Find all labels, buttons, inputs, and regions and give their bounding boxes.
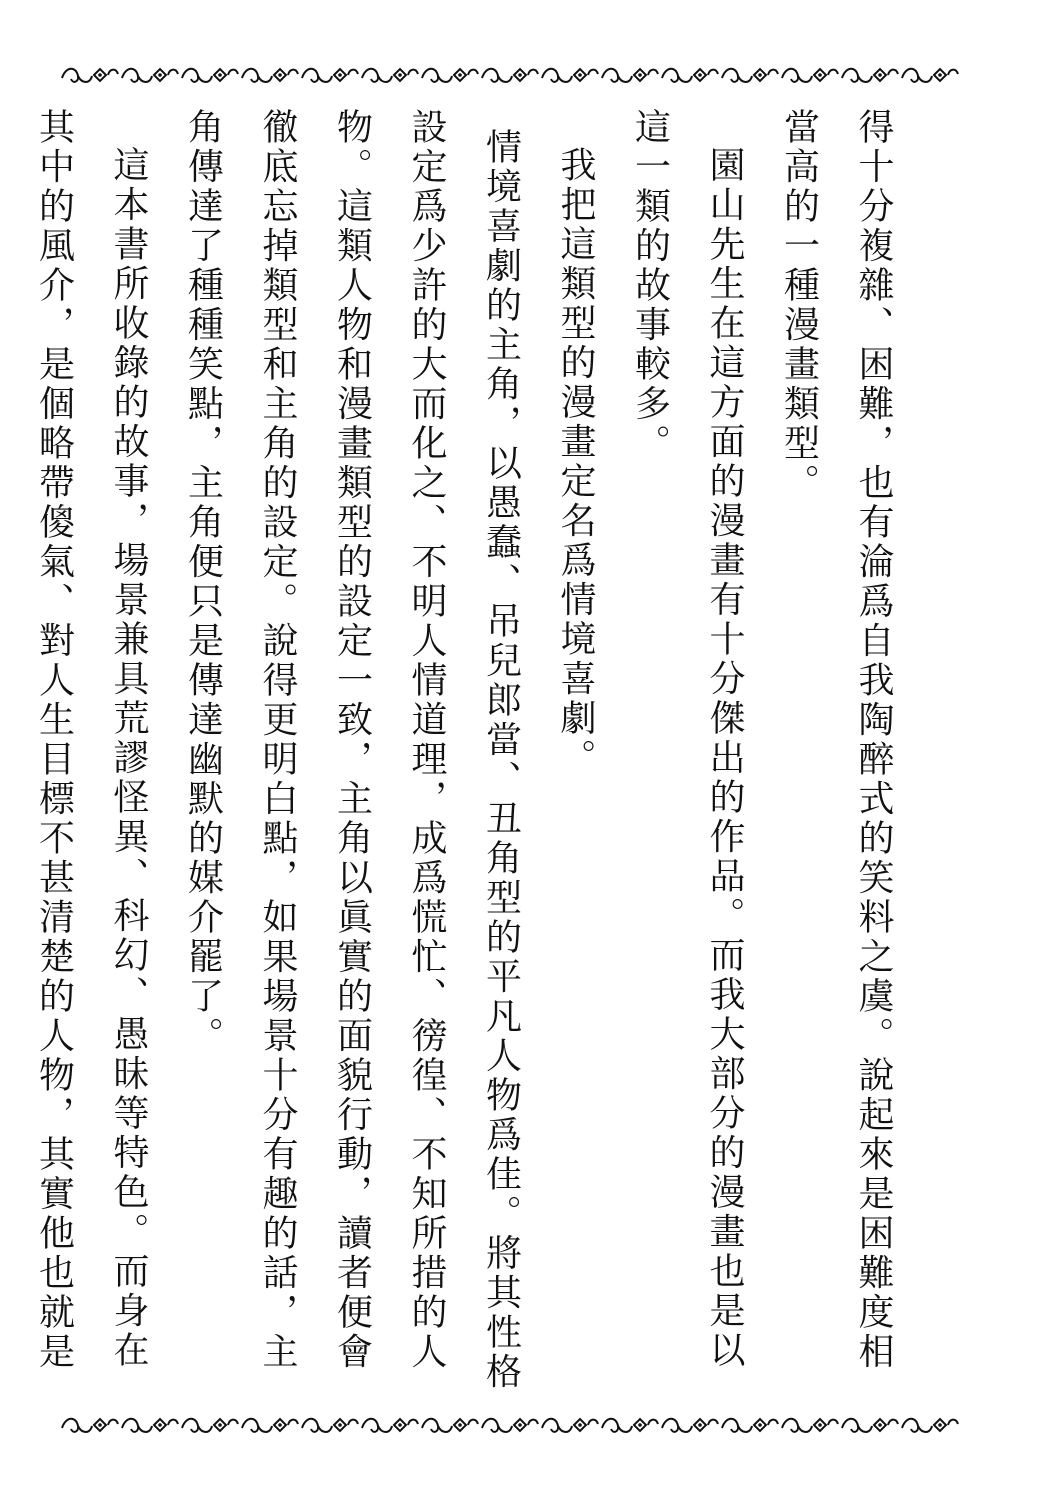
decorative-border-top [60,58,960,92]
paragraph-4: 情境喜劇的主角，以愚蠢、吊兒郎當、丑角型的平凡人物爲佳。將其性格設定爲少許的大而化之、不明人情道理，成爲慌忙、徬徨、不知所措的人物。這類人物和漫畫類型的設定一致，主角以眞實的面貌行動，讀者便會徹底忘掉類型和主角的設定。說得更明白點，如果場景十分有趣的話，主角傳達了種種笑點，主角便只是傳達幽默的媒介罷了。 [182,108,522,1392]
paragraph-3: 我把這類型的漫畫定名爲情境喜劇。 [555,145,596,778]
decorative-border-bottom [60,1408,960,1442]
paragraph-5: 這本書所收錄的故事，場景兼具荒謬怪異、科幻、愚昧等特色。而身在其中的風介，是個略帶傻氣、對人生目標不甚清楚的人物，其實他也就是 [33,108,149,1372]
ornament-vine-icon [60,1408,960,1442]
paragraph-2: 園山先生在這方面的漫畫有十分傑出的作品。而我大部分的漫畫也是以這一類的故事較多。 [629,108,745,1371]
vertical-text-body [33,108,910,1398]
paragraph-1: 得十分複雜、困難，也有淪爲自我陶醉式的笑料之虞。說起來是困難度相當高的一種漫畫類型。 [778,108,894,1372]
ornament-vine-icon [60,58,960,92]
